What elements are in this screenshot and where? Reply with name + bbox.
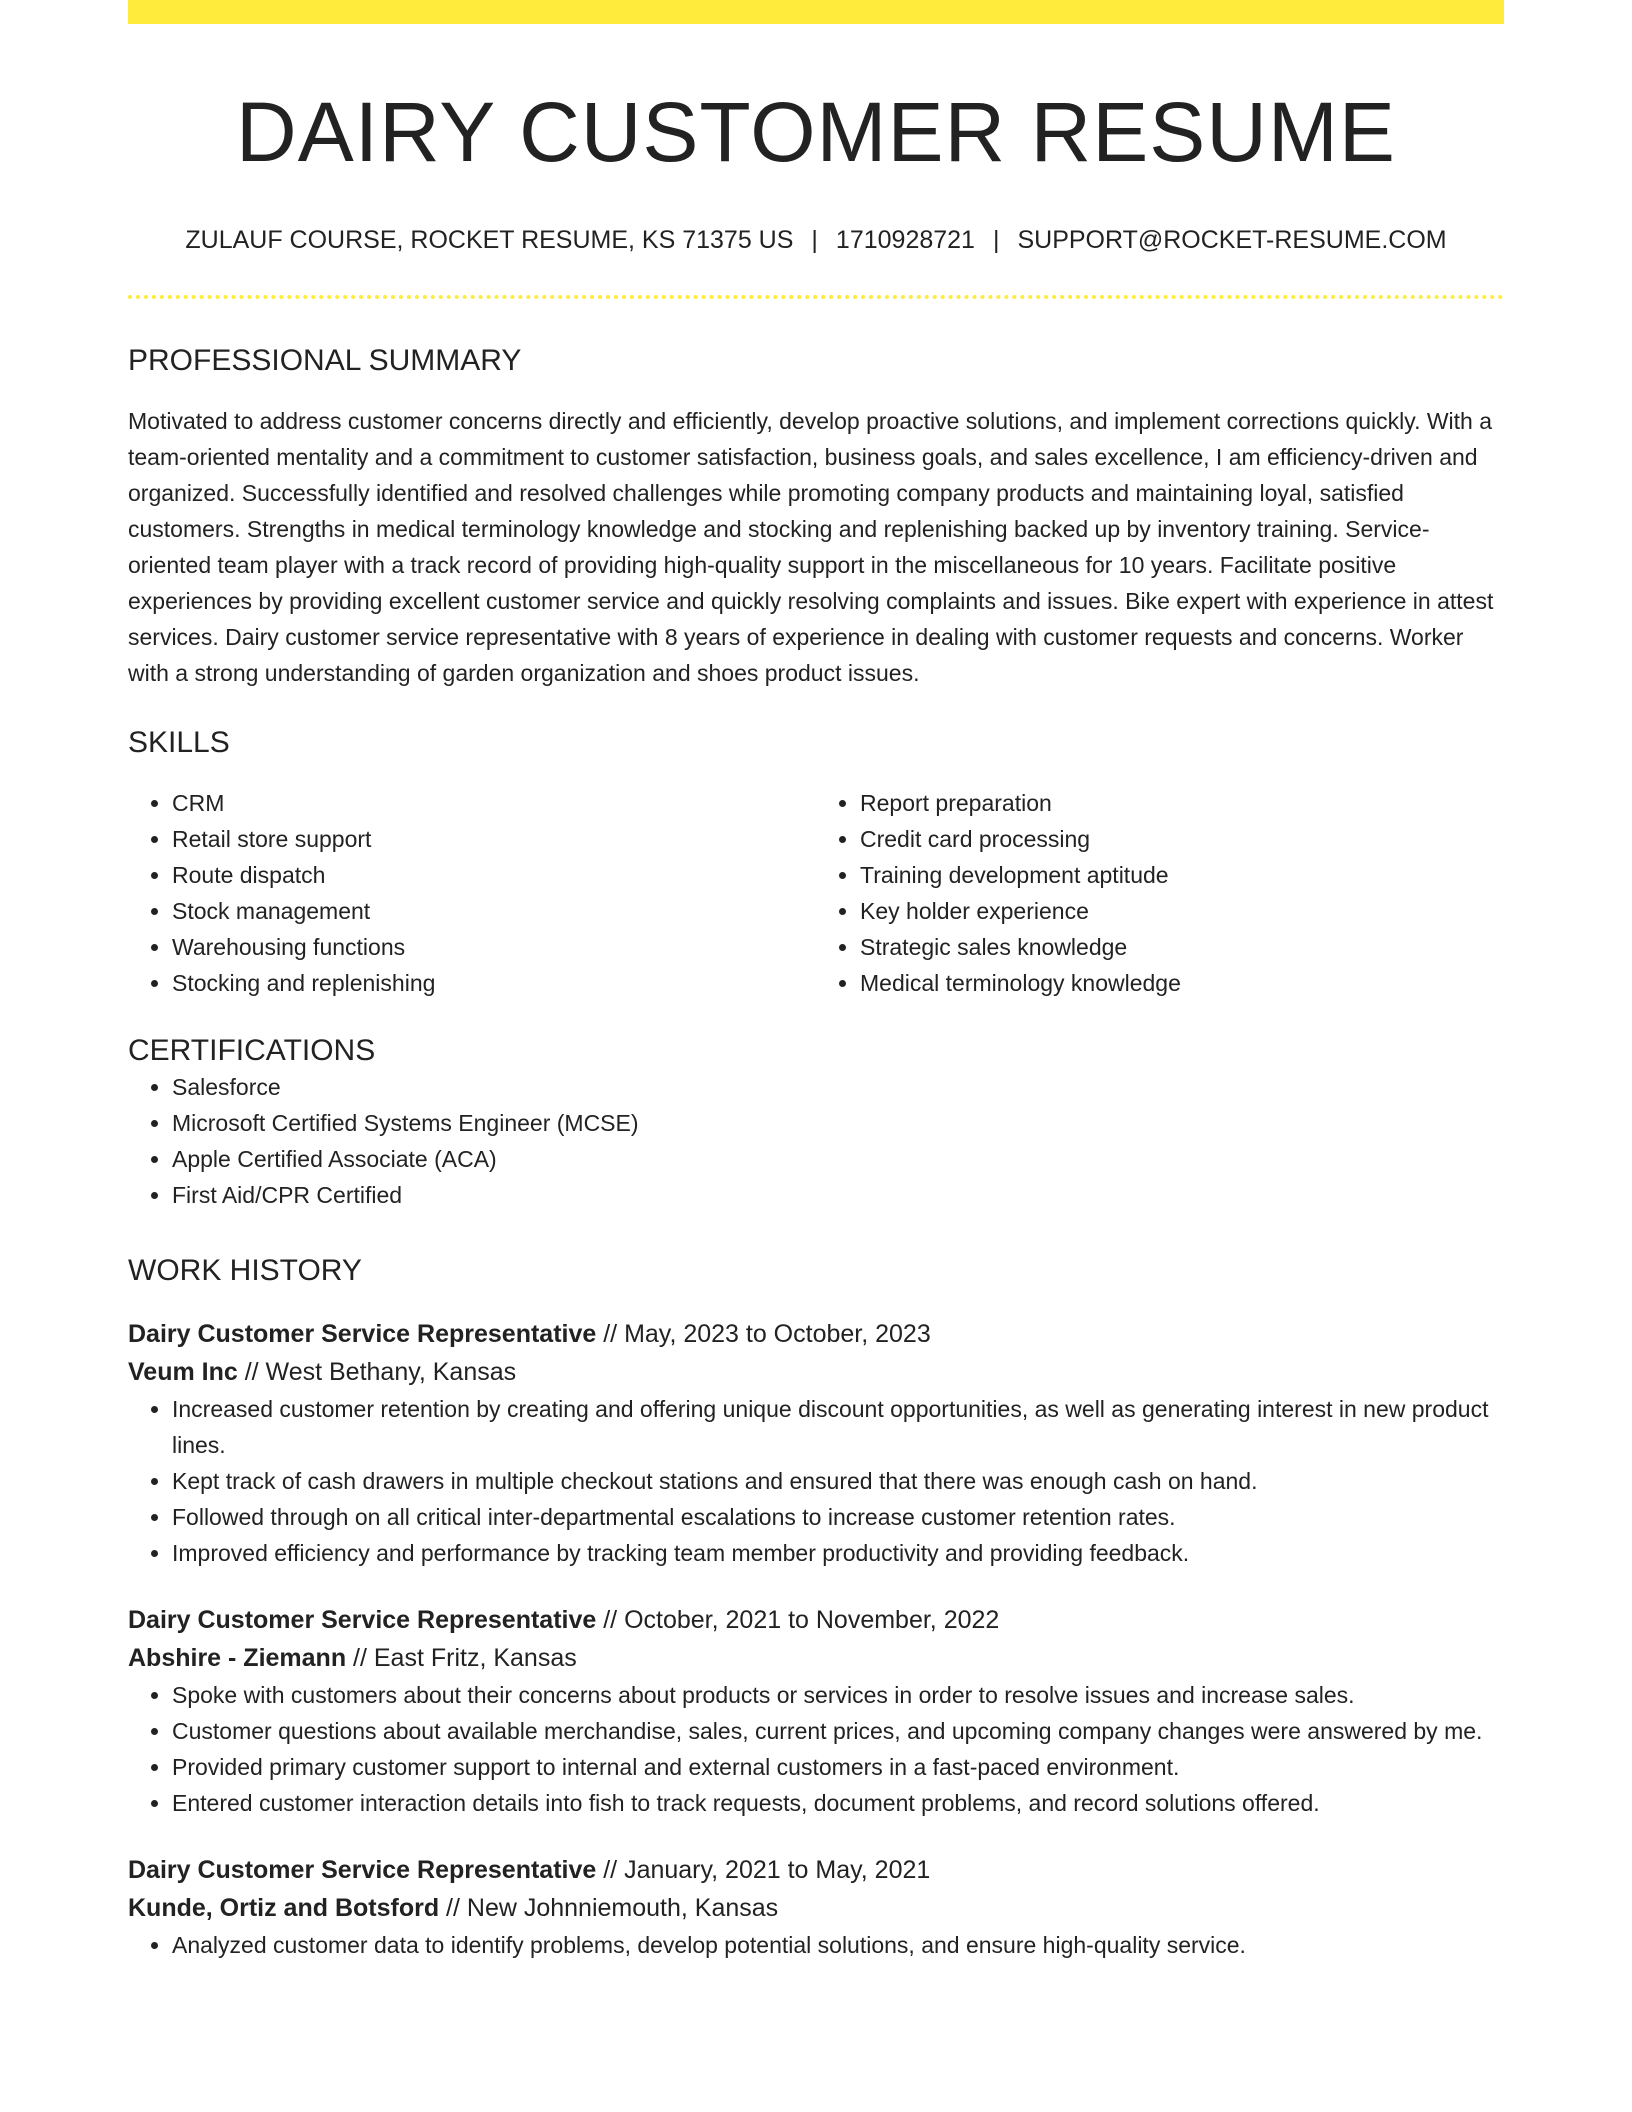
skill-item: • Route dispatch <box>172 857 816 893</box>
contact-address: ZULAUF COURSE, ROCKET RESUME, KS 71375 US <box>185 225 794 254</box>
job-title: Dairy Customer Service Representative <box>128 1605 597 1634</box>
job-bullet: • Kept track of cash drawers in multiple checkout stations and ensured that there was enough cash on hand. <box>172 1463 1504 1499</box>
job-company-line <box>128 1889 1504 1927</box>
skill-item: • Stocking and replenishing <box>172 965 816 1001</box>
skills-heading: SKILLS <box>128 725 230 759</box>
skill-item: • Strategic sales knowledge <box>860 929 1504 965</box>
job-entry <box>128 1315 1504 1571</box>
top-accent-bar <box>128 0 1504 24</box>
job-bullet: • Followed through on all critical inter-departmental escalations to increase customer retention rates. <box>172 1499 1504 1535</box>
job-title-line <box>128 1851 1504 1889</box>
job-bullets <box>128 1677 1504 1821</box>
skills-list-left <box>128 785 816 1001</box>
job-company: Abshire - Ziemann <box>128 1643 347 1672</box>
skill-item: • Stock management <box>172 893 816 929</box>
job-bullet: • Improved efficiency and performance by tracking team member productivity and providing feedback. <box>172 1535 1504 1571</box>
skills-list-right <box>816 785 1504 1001</box>
skills-columns <box>128 785 1504 1001</box>
job-company-line <box>128 1353 1504 1391</box>
job-location: // East Fritz, Kansas <box>346 1643 577 1672</box>
contact-separator: | <box>811 225 818 254</box>
job-bullet: • Provided primary customer support to internal and external customers in a fast-paced environment. <box>172 1749 1504 1785</box>
job-bullets <box>128 1927 1504 1963</box>
certification-item: • Microsoft Certified Systems Engineer (MCSE) <box>172 1105 1504 1141</box>
job-title: Dairy Customer Service Representative <box>128 1319 597 1348</box>
job-dates: // October, 2021 to November, 2022 <box>596 1605 1000 1634</box>
job-bullet: • Entered customer interaction details into fish to track requests, document problems, and record solutions offered. <box>172 1785 1504 1821</box>
contact-email: SUPPORT@ROCKET-RESUME.COM <box>1017 225 1447 254</box>
contact-line <box>128 225 1504 255</box>
skill-item: • Training development aptitude <box>860 857 1504 893</box>
job-title-line <box>128 1601 1504 1639</box>
job-bullet: • Increased customer retention by creating and offering unique discount opportunities, as well as generating interest in new product lines. <box>172 1391 1504 1463</box>
summary-heading: PROFESSIONAL SUMMARY <box>128 343 522 377</box>
skill-item: • Key holder experience <box>860 893 1504 929</box>
skill-item: • Credit card processing <box>860 821 1504 857</box>
page-title: DAIRY CUSTOMER RESUME <box>236 85 1396 179</box>
job-dates: // January, 2021 to May, 2021 <box>596 1855 931 1884</box>
skill-item: • CRM <box>172 785 816 821</box>
skill-item: • Medical terminology knowledge <box>860 965 1504 1001</box>
resume-page <box>128 0 1504 1963</box>
job-dates: // May, 2023 to October, 2023 <box>596 1319 931 1348</box>
certification-item: • Apple Certified Associate (ACA) <box>172 1141 1504 1177</box>
job-location: // West Bethany, Kansas <box>237 1357 517 1386</box>
work-history-heading: WORK HISTORY <box>128 1253 362 1287</box>
skill-item: • Report preparation <box>860 785 1504 821</box>
certifications-list <box>128 1069 1504 1213</box>
job-bullet: • Spoke with customers about their concerns about products or services in order to resolve issues and increase sales. <box>172 1677 1504 1713</box>
contact-phone: 1710928721 <box>835 225 975 254</box>
job-location: // New Johnniemouth, Kansas <box>439 1893 779 1922</box>
certification-item: • Salesforce <box>172 1069 1504 1105</box>
job-bullet: • Analyzed customer data to identify problems, develop potential solutions, and ensure high-quality service. <box>172 1927 1504 1963</box>
job-entry <box>128 1601 1504 1821</box>
certifications-heading: CERTIFICATIONS <box>128 1033 376 1067</box>
job-company-line <box>128 1639 1504 1677</box>
job-title: Dairy Customer Service Representative <box>128 1855 597 1884</box>
skill-item: • Warehousing functions <box>172 929 816 965</box>
job-entry <box>128 1851 1504 1963</box>
job-company: Kunde, Ortiz and Botsford <box>128 1893 440 1922</box>
summary-text: Motivated to address customer concerns directly and efficiently, develop proactive solutions, and implement corrections quickly. With a team-oriented mentality and a commitment to customer satisfaction, business goals, and sales excellence, I am efficiency-driven and organized. Successfully identified and resolved challenges while promoting company products and maintaining loyal, satisfied customers. Strengths in medical terminology knowledge and stocking and replenishing backed up by inventory training. Service-oriented team player with a track record of providing high-quality support in the miscellaneous for 10 years. Facilitate positive experiences by providing excellent customer service and quickly resolving complaints and issues. Bike expert with experience in attest services. Dairy customer service representative with 8 years of experience in dealing with customer requests and concerns. Worker with a strong understanding of garden organization and shoes product issues. <box>128 407 1494 686</box>
contact-separator: | <box>992 225 1000 254</box>
job-company: Veum Inc <box>128 1357 238 1386</box>
job-bullets <box>128 1391 1504 1571</box>
job-bullet: • Customer questions about available merchandise, sales, current prices, and upcoming company changes were answered by me. <box>172 1713 1504 1749</box>
skill-item: • Retail store support <box>172 821 816 857</box>
job-title-line <box>128 1315 1504 1353</box>
dotted-divider <box>128 295 1504 299</box>
certification-item: • First Aid/CPR Certified <box>172 1177 1504 1213</box>
